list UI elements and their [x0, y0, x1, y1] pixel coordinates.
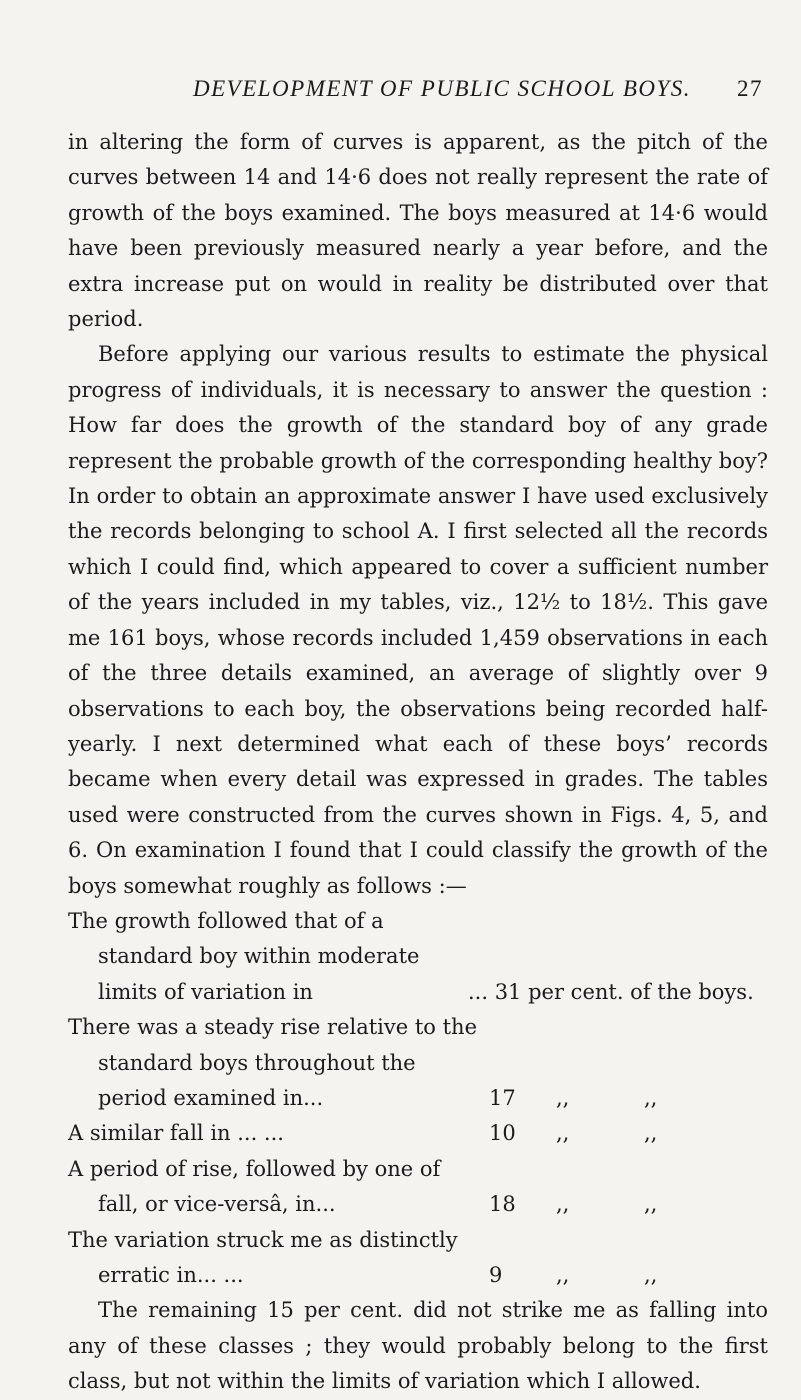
class-row-erratic — [68, 1223, 768, 1294]
header-title: DEVELOPMENT OF PUBLIC SCHOOL BOYS. — [193, 76, 692, 101]
paragraph-2: Before applying our various results to estimate the physical progress of individuals, it is necessary to answer the question : How far does the growth of the standard boy of any grade represent the probable growth of the corresponding healthy boy? In order to obtain an approximate answer I have used exclusively the records belonging to school A. I first selected all the records which I could find, which appeared to cover a sufficient number of the years included in my tables, viz., 12½ to 18½. This gave me 161 boys, whose records included 1,459 observations in each of the three details examined, an average of slightly over 9 observations to each boy, the observations being recorded half-yearly. I next determined what each of these boys’ records became when every detail was expressed in grades. The tables used were constructed from the curves shown in Figs. 4, 5, and 6. On examination I found that I could classify the growth of the boys somewhat roughly as follows :— — [68, 342, 768, 898]
ditto-mark: ,, — [556, 1085, 570, 1110]
class-row-rise — [68, 1010, 768, 1116]
class-value: 9 — [489, 1263, 503, 1287]
ditto-mark: ,, — [644, 1192, 658, 1217]
paragraph-3: The remaining 15 per cent. did not strike me as falling into any of these classes ; they would probably belong to the first class, but not within the limits of variation which I allowed. — [68, 1298, 768, 1394]
ditto-mark: ,, — [644, 1085, 658, 1110]
class-label: The growth followed that of a standard boy within moderate limits of variation in — [68, 908, 420, 1004]
class-value: 10 — [489, 1121, 516, 1146]
class-value: ... 31 per cent. of the boys. — [468, 979, 754, 1004]
class-label: A period of rise, followed by one of fall, or vice-versâ, in... — [68, 1156, 441, 1217]
body-text — [68, 125, 768, 1400]
page-number: 27 — [737, 76, 763, 101]
class-label: A similar fall in ... ... — [68, 1121, 284, 1146]
ditto-mark: ,, — [644, 1121, 658, 1146]
ditto-mark: ,, — [644, 1263, 658, 1287]
paragraph-1: in altering the form of curves is apparent, as the pitch of the curves between 14 and 14·6 does not really represent the rate of growth of the boys examined. The boys measured at 14·6 would have been previously measured nearly a year before, and the extra increase put on would in reality be distributed over that period. — [68, 130, 768, 332]
class-row-standard — [68, 904, 768, 1010]
class-label: The variation struck me as distinctly erratic in... ... — [68, 1227, 458, 1287]
ditto-mark: ,, — [556, 1121, 570, 1146]
ditto-mark: ,, — [556, 1263, 570, 1287]
running-header — [193, 76, 763, 102]
class-row-fall — [68, 1116, 768, 1151]
class-label: There was a steady rise relative to the standard boys throughout the period examined in... — [68, 1015, 477, 1110]
class-row-rise-fall — [68, 1152, 768, 1223]
ditto-mark: ,, — [556, 1192, 570, 1217]
class-value: 18 — [489, 1192, 516, 1217]
class-value: 17 — [489, 1085, 516, 1110]
